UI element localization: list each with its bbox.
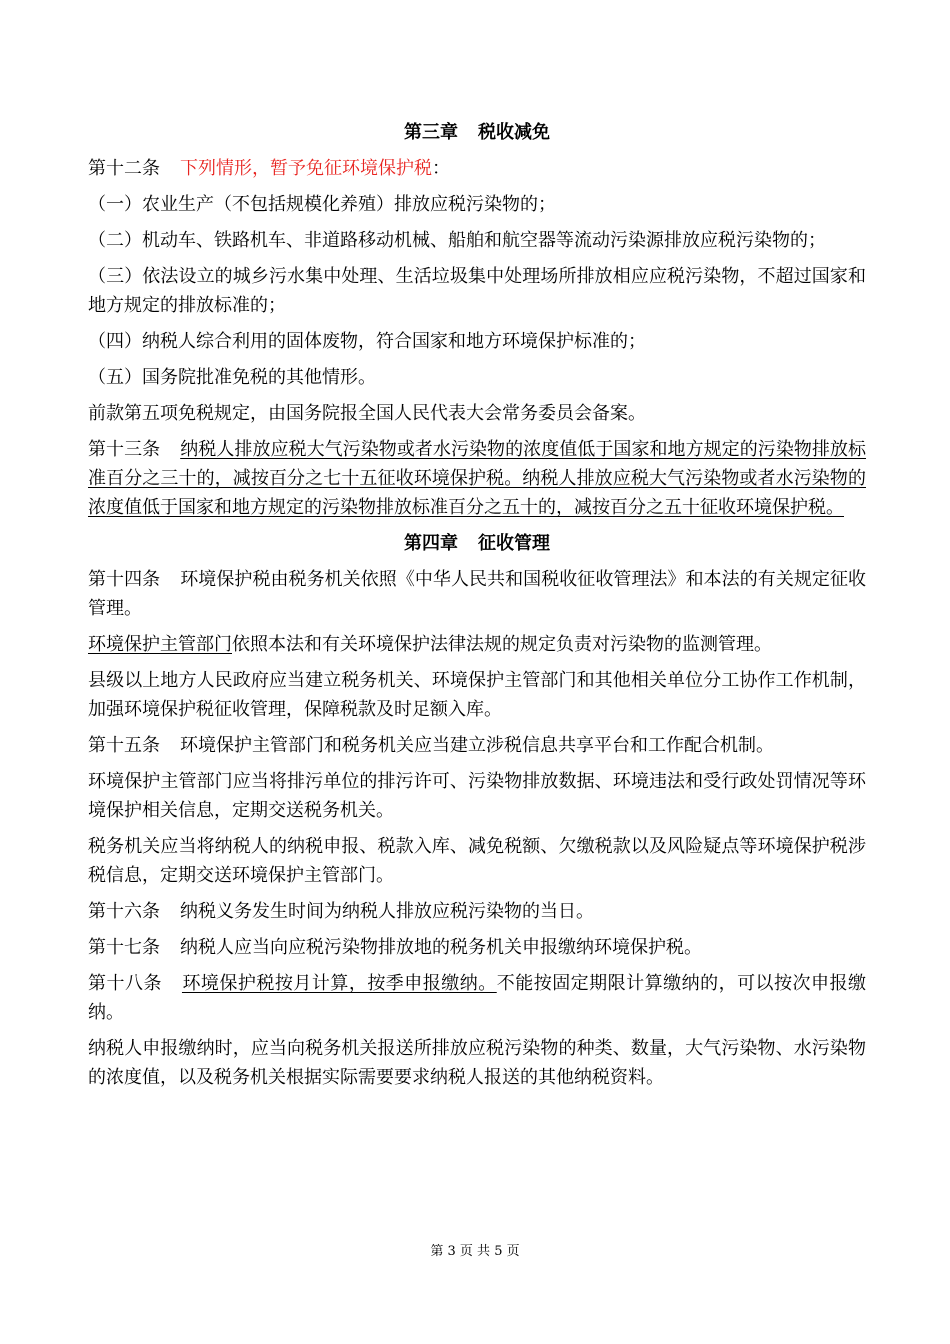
article-18-rest: 不能按固定期限计算缴纳的，可以按次申报缴纳。 — [88, 973, 867, 1023]
article-17-number: 第十七条 — [88, 937, 160, 958]
article-13-text: 纳税人排放应税大气污染物或者水污染物的浓度值低于国家和地方规定的污染物排放标准百分之三十的，减按百分之七十五征收环境保护税。纳税人排放应税大气污染物或者水污染物的浓度值低于国家和地方规定的污染物排放标准百分之五十的，减按百分之五十征收环境保护税。 — [88, 439, 867, 518]
article-14-paragraph-2 — [88, 630, 866, 659]
article-16-number: 第十六条 — [88, 901, 160, 922]
document-body — [88, 118, 866, 1099]
article-18-paragraph-2: 纳税人申报缴纳时，应当向税务机关报送所排放应税污染物的种类、数量，大气污染物、水污染物的浓度值，以及税务机关根据实际需要要求纳税人报送的其他纳税资料。 — [88, 1038, 866, 1088]
article-12-item-2: （二）机动车、铁路机车、非道路移动机械、船舶和航空器等流动污染源排放应税污染物的； — [88, 230, 826, 251]
article-14-p2-underlined: 环境保护主管部门 — [88, 634, 232, 655]
article-12-note: 前款第五项免税规定，由国务院报全国人民代表大会常务委员会备案。 — [88, 403, 646, 424]
article-18-number: 第十八条 — [88, 973, 162, 994]
article-12-item-3: （三）依法设立的城乡污水集中处理、生活垃圾集中处理场所排放相应应税污染物，不超过国家和地方规定的排放标准的； — [88, 266, 866, 316]
chapter-4-number: 第四章 — [404, 533, 458, 554]
article-14-p2-rest: 依照本法和有关环境保护法律法规的规定负责对污染物的监测管理。 — [232, 634, 772, 655]
chapter-3-title: 税收减免 — [478, 122, 550, 143]
article-12-item-4: （四）纳税人综合利用的固体废物，符合国家和地方环境保护标准的； — [88, 331, 646, 352]
article-15-text: 环境保护主管部门和税务机关应当建立涉税信息共享平台和工作配合机制。 — [180, 735, 774, 756]
article-17-text: 纳税人应当向应税污染物排放地的税务机关申报缴纳环境保护税。 — [180, 937, 702, 958]
article-13 — [88, 435, 866, 522]
article-12-lead-end: ： — [432, 158, 450, 179]
article-15 — [88, 731, 866, 760]
article-14 — [88, 565, 866, 623]
page-number-footer: 第 3 页 共 5 页 — [430, 1244, 520, 1259]
chapter-4-title: 征收管理 — [478, 533, 550, 554]
chapter-3-heading — [88, 118, 866, 147]
chapter-4-heading — [88, 529, 866, 558]
article-12-item-5: （五）国务院批准免税的其他情形。 — [88, 367, 376, 388]
chapter-3-number: 第三章 — [404, 122, 458, 143]
article-15-number: 第十五条 — [88, 735, 160, 756]
article-15-paragraph-3: 税务机关应当将纳税人的纳税申报、税款入库、减免税额、欠缴税款以及风险疑点等环境保护税涉税信息，定期交送环境保护主管部门。 — [88, 836, 866, 886]
article-18-underlined: 环境保护税按月计算，按季申报缴纳。 — [181, 973, 497, 994]
article-17 — [88, 933, 866, 962]
article-12 — [88, 154, 866, 183]
article-16-text: 纳税义务发生时间为纳税人排放应税污染物的当日。 — [180, 901, 594, 922]
article-12-number: 第十二条 — [88, 158, 160, 179]
article-13-number: 第十三条 — [88, 439, 161, 460]
article-16 — [88, 897, 866, 926]
article-12-lead: 下列情形，暂予免征环境保护税 — [180, 158, 432, 179]
article-15-paragraph-2: 环境保护主管部门应当将排污单位的排污许可、污染物排放数据、环境违法和受行政处罚情况等环境保护相关信息，定期交送税务机关。 — [88, 771, 866, 821]
article-14-number: 第十四条 — [88, 569, 161, 590]
article-12-item-1: （一）农业生产（不包括规模化养殖）排放应税污染物的； — [88, 194, 556, 215]
article-14-text: 环境保护税由税务机关依照《中华人民共和国税收征收管理法》和本法的有关规定征收管理。 — [88, 569, 867, 619]
article-14-paragraph-3: 县级以上地方人民政府应当建立税务机关、环境保护主管部门和其他相关单位分工协作工作机制，加强环境保护税征收管理，保障税款及时足额入库。 — [88, 670, 866, 720]
article-18 — [88, 969, 866, 1027]
